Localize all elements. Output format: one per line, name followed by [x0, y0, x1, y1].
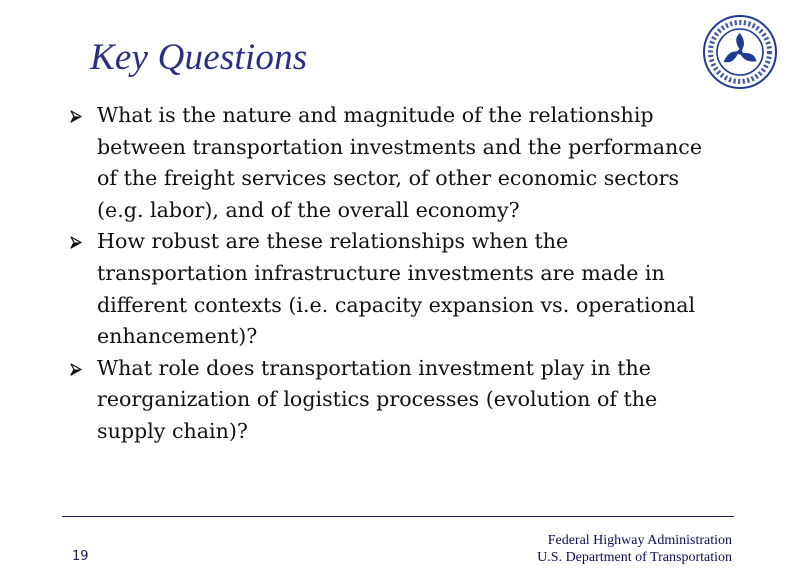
bullet-text: What is the nature and magnitude of the relationship between transportation investments and the performance of the freight services sector, of other economic sectors (e.g. labor), and of the overall economy? [97, 103, 703, 222]
footer-divider [62, 516, 734, 517]
arrowhead-bullet-icon [70, 363, 82, 376]
bullet-item [70, 226, 720, 352]
agency-line-1: Federal Highway Administration [547, 533, 732, 548]
dot-seal-icon [702, 14, 778, 90]
slide-title: Key Questions [90, 37, 308, 78]
bullet-item [70, 100, 720, 226]
arrowhead-bullet-icon [70, 110, 82, 123]
bullet-item [70, 353, 720, 448]
agency-line-2: U.S. Department of Transportation [537, 550, 732, 565]
bullet-list [70, 100, 720, 448]
bullet-text: How robust are these relationships when the transportation infrastructure investments are made in different contexts (i.e. capacity expansion vs. operational enhancement)? [97, 229, 696, 349]
arrowhead-bullet-icon [70, 236, 82, 249]
page-number: 19 [72, 549, 89, 564]
footer-agency [537, 532, 732, 566]
bullet-text: What role does transportation investment play in the reorganization of logistics processes (evolution of the supply chain)? [97, 355, 658, 443]
